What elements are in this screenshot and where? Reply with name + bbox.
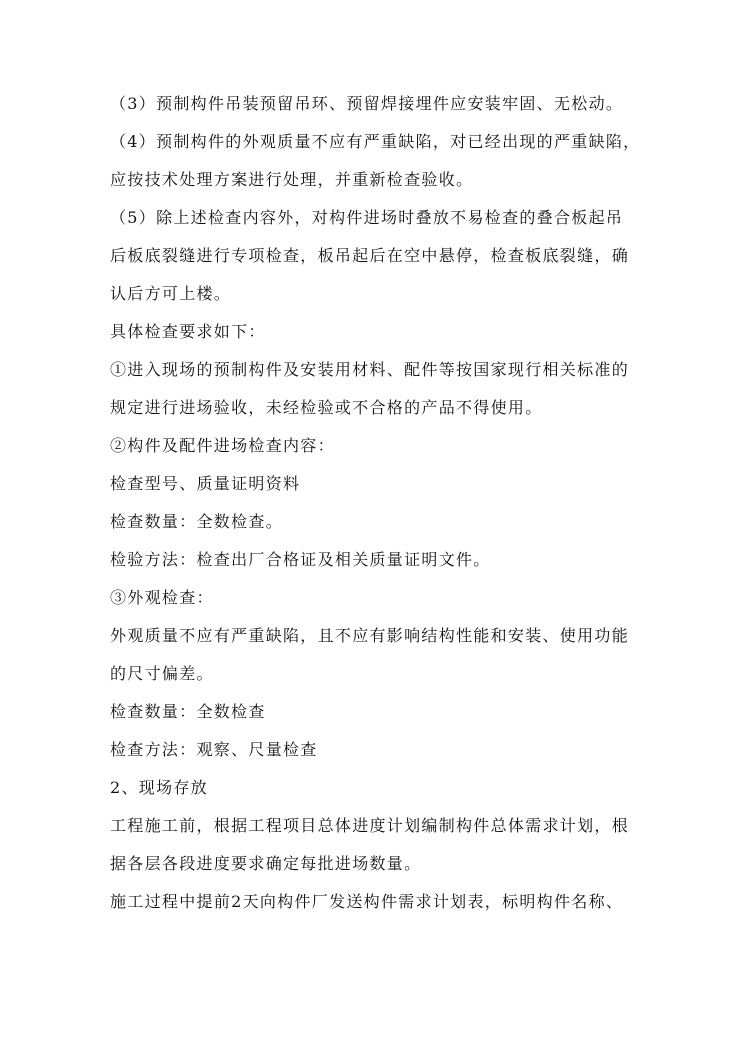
text-line-13: 检验方法：检查出厂合格证及相关质量证明文件。: [110, 550, 491, 569]
text-line-8: ①进入现场的预制构件及安装用材料、配件等按国家现行相关标准的: [110, 360, 630, 379]
text-line-17: 检查数量：全数检查: [110, 702, 266, 721]
text-line-15: 外观质量不应有严重缺陷，且不应有影响结构性能和安装、使用功能: [110, 626, 630, 645]
text-line-20: 工程施工前，根据工程项目总体进度计划编制构件总体需求计划，根: [110, 816, 630, 835]
text-line-22: 施工过程中提前2天向构件厂发送构件需求计划表，标明构件名称、: [110, 892, 624, 911]
text-line-10: ②构件及配件进场检查内容：: [110, 436, 335, 455]
text-line-9: 规定进行进场验收，未经检验或不合格的产品不得使用。: [110, 398, 543, 417]
text-line-12: 检查数量：全数检查。: [110, 512, 284, 531]
text-line-2: （4）预制构件的外观质量不应有严重缺陷，对已经出现的严重缺陷，: [110, 132, 641, 151]
text-line-1: （3）预制构件吊装预留吊环、预留焊接埋件应安装牢固、无松动。: [110, 94, 624, 113]
text-line-16: 的尺寸偏差。: [110, 664, 214, 683]
text-line-21: 据各层各段进度要求确定每批进场数量。: [110, 854, 422, 873]
text-line-4: （5）除上述检查内容外，对构件进场时叠放不易检查的叠合板起吊: [110, 208, 624, 227]
text-line-7: 具体检查要求如下：: [110, 322, 266, 341]
text-line-11: 检查型号、质量证明资料: [110, 474, 301, 493]
text-line-6: 认后方可上楼。: [110, 284, 232, 303]
text-line-14: ③外观检查：: [110, 588, 214, 607]
text-line-18: 检查方法：观察、尺量检查: [110, 740, 318, 759]
text-line-3: 应按技术处理方案进行处理，并重新检查验收。: [110, 170, 474, 189]
text-line-19: 2、现场存放: [110, 778, 208, 797]
text-line-5: 后板底裂缝进行专项检查，板吊起后在空中悬停，检查板底裂缝，确: [110, 246, 630, 265]
